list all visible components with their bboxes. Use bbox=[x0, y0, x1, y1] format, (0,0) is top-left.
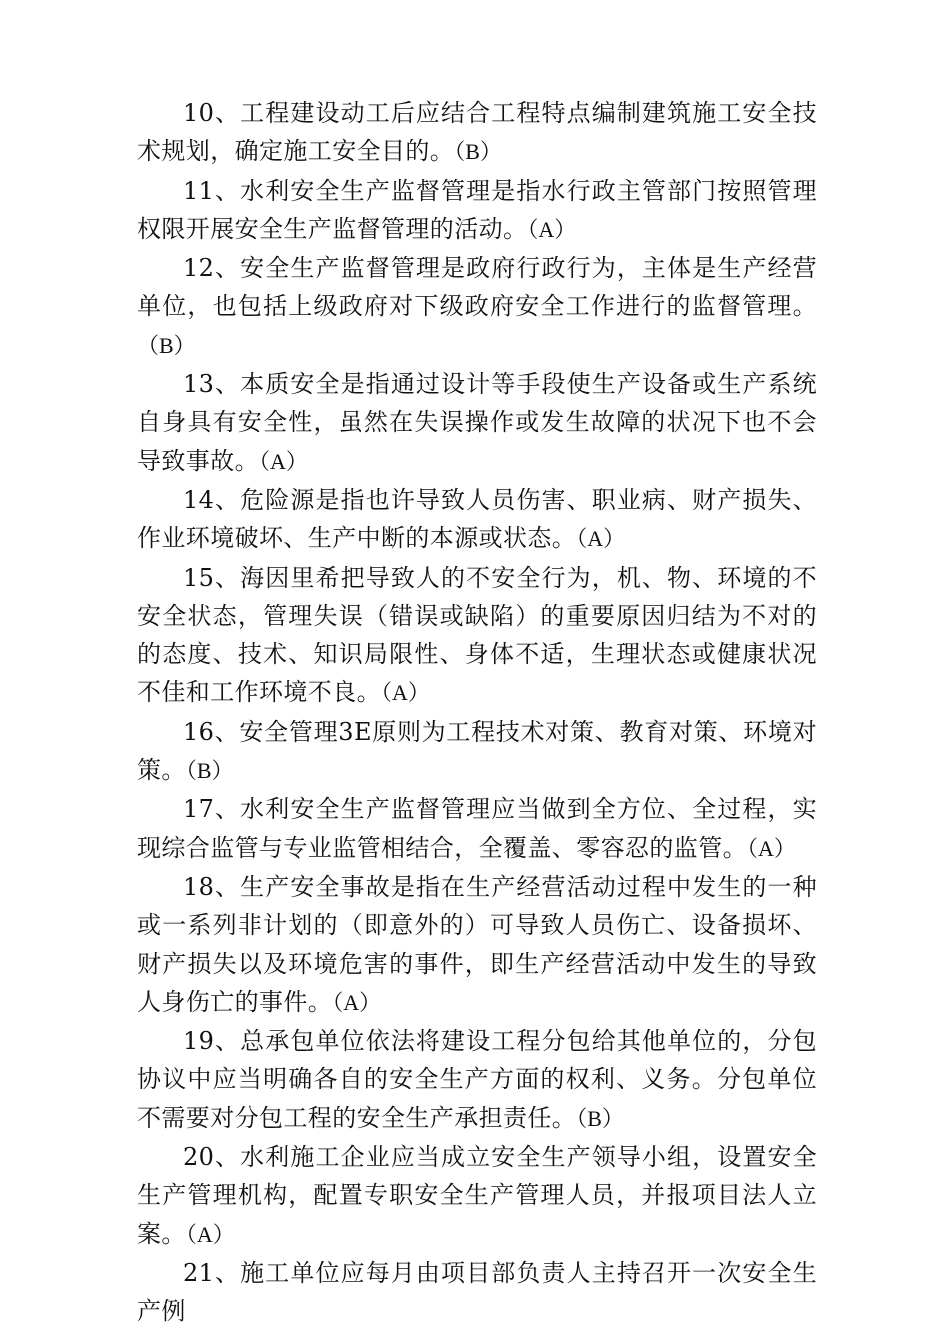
list-item bbox=[137, 1254, 817, 1332]
item-answer: （A） bbox=[576, 526, 626, 552]
list-item bbox=[137, 1022, 817, 1138]
list-item bbox=[137, 1138, 817, 1254]
list-item bbox=[137, 559, 817, 713]
item-text: 15、海因里希把导致人的不安全行为，机、物、环境的不安全状态，管理失误（错误或缺陷）的重要原因归结为不对的的态度、技术、知识局限性、身体不适，生理状态或健康状况不佳和工作环境不良。 bbox=[137, 563, 817, 707]
item-answer: （B） bbox=[185, 758, 234, 784]
item-text: 19、总承包单位依法将建设工程分包给其他单位的，分包协议中应当明确各自的安全生产方面的权利、义务。分包单位不需要对分包工程的安全生产承担责任。 bbox=[137, 1027, 817, 1132]
item-answer: （A） bbox=[747, 835, 796, 861]
item-answer: （A） bbox=[185, 1221, 235, 1247]
list-item bbox=[137, 172, 817, 250]
item-answer: （B） bbox=[576, 1105, 624, 1131]
item-text: 21、施工单位应每月由项目部负责人主持召开一次安全生产例 bbox=[137, 1258, 817, 1326]
item-answer: （B） bbox=[454, 139, 502, 165]
list-item bbox=[137, 249, 817, 365]
item-answer: （A） bbox=[259, 448, 308, 474]
item-text: 17、水利安全生产监督管理应当做到全方位、全过程，实现综合监管与专业监管相结合，全覆盖、零容忍的监管。 bbox=[137, 795, 817, 862]
item-text: 20、水利施工企业应当成立安全生产领导小组，设置安全生产管理机构，配置专职安全生产管理人员，并报项目法人立案。 bbox=[137, 1143, 817, 1248]
item-text: 10、工程建设动工后应结合工程特点编制建筑施工安全技术规划，确定施工安全目的。 bbox=[137, 99, 817, 166]
list-item bbox=[137, 790, 817, 868]
item-answer: （B） bbox=[137, 332, 196, 358]
item-text: 14、危险源是指也许导致人员伤害、职业病、财产损失、作业环境破坏、生产中断的本源或状态。 bbox=[137, 485, 817, 553]
item-answer: （A） bbox=[527, 216, 577, 242]
list-item bbox=[137, 868, 817, 1022]
item-answer: （A） bbox=[332, 989, 382, 1015]
item-text: 18、生产安全事故是指在生产经营活动过程中发生的一种或一系列非计划的（即意外的）可导致人员伤亡、设备损坏、财产损失以及环境危害的事件，即生产经营活动中发生的导致人身伤亡的事件。 bbox=[137, 872, 817, 1016]
list-item bbox=[137, 713, 817, 791]
list-item bbox=[137, 94, 817, 172]
item-answer: （A） bbox=[381, 680, 430, 706]
document-body bbox=[137, 94, 817, 1332]
list-item bbox=[137, 481, 817, 559]
item-text: 16、安全管理3E原则为工程技术对策、教育对策、环境对策。 bbox=[137, 717, 817, 785]
list-item bbox=[137, 365, 817, 481]
item-text: 13、本质安全是指通过设计等手段使生产设备或生产系统自身具有安全性，虽然在失误操作或发生故障的状况下也不会导致事故。 bbox=[137, 370, 817, 475]
item-text: 11、水利安全生产监督管理是指水行政主管部门按照管理权限开展安全生产监督管理的活动。 bbox=[137, 176, 817, 243]
item-text: 12、安全生产监督管理是政府行政行为，主体是生产经营单位，也包括上级政府对下级政府安全工作进行的监督管理。 bbox=[137, 254, 817, 321]
